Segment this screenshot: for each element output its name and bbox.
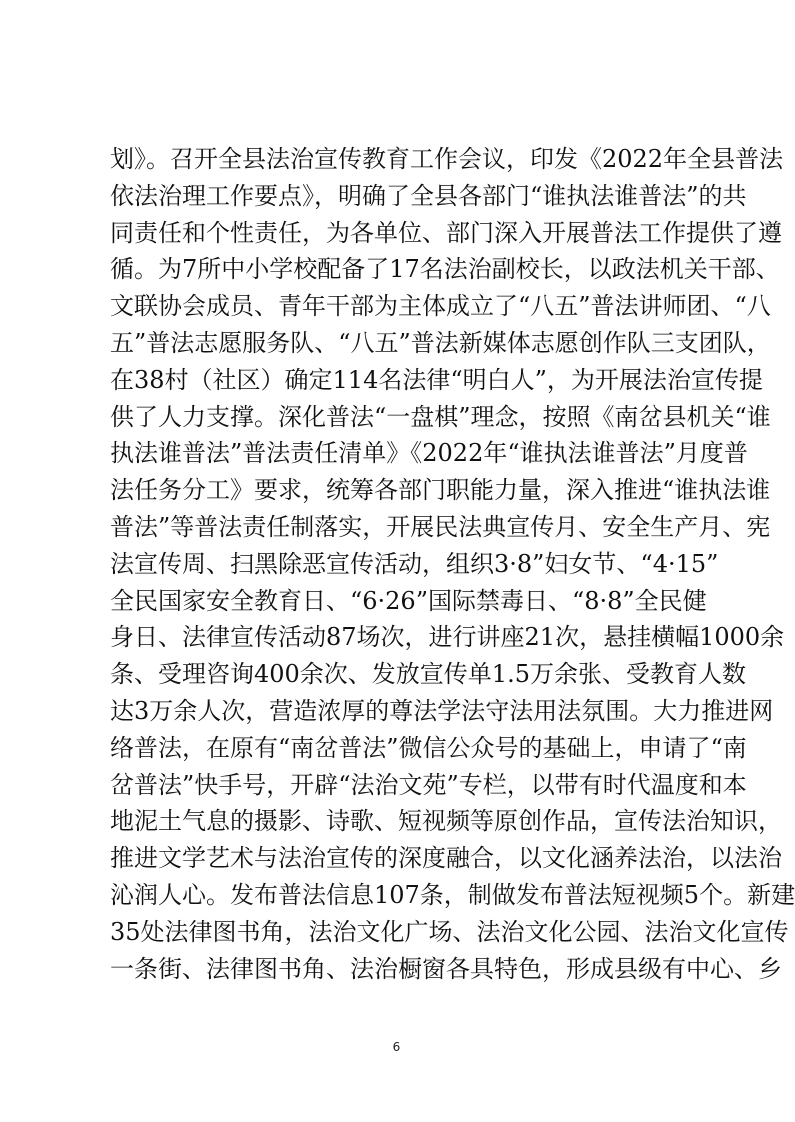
text-line-9: 执法谁普法”普法责任清单》《2022年“谁执法谁普法”月度普 <box>110 439 748 468</box>
text-line-14: 身日、法律宣传活动87场次，进行讲座21次，悬挂横幅1000余 <box>110 623 785 652</box>
text-line-10: 法任务分工》要求，统筹各部门职能力量，深入推进“谁执法谁 <box>110 476 771 505</box>
text-line-13: 全民国家安全教育日、“6·26”国际禁毒日、“8·8”全民健 <box>110 586 707 615</box>
text-line-20: 推进文学艺术与法治宣传的深度融合，以文化涵养法治，以法治 <box>110 844 782 873</box>
page-number: 6 <box>392 1040 401 1054</box>
text-line-2: 依法治理工作要点》，明确了全县各部门“谁执法谁普法”的共 <box>110 181 747 210</box>
text-line-23: 一条街、法律图书角、法治橱窗各具特色，形成县级有中心、乡 <box>110 954 782 983</box>
text-line-16: 达3万余人次，营造浓厚的尊法学法守法用法氛围。大力推进网 <box>110 696 774 725</box>
text-line-8: 供了人力支撑。深化普法“一盘棋”理念，按照《南岔县机关“谁 <box>110 402 771 431</box>
text-line-6: 五”普法志愿服务队、“八五”普法新媒体志愿创作队三支团队， <box>110 328 771 357</box>
text-line-7: 在38村（社区）确定114名法律“明白人”，为开展法治宣传提 <box>110 365 763 394</box>
text-line-18: 岔普法”快手号，开辟“法治文苑”专栏，以带有时代温度和本 <box>110 770 747 799</box>
text-line-21: 沁润人心。发布普法信息107条，制做发布普法短视频5个。新建 <box>110 880 795 909</box>
text-line-17: 络普法，在原有“南岔普法”微信公众号的基础上，申请了“南 <box>110 733 747 762</box>
text-line-12: 法宣传周、扫黑除恶宣传活动，组织3·8”妇女节、“4·15” <box>110 549 719 578</box>
text-line-4: 循。为7所中小学校配备了17名法治副校长，以政法机关干部、 <box>110 255 780 284</box>
text-line-22: 35处法律图书角，法治文化广场、法治文化公园、法治文化宣传 <box>110 917 789 946</box>
text-line-19: 地泥土气息的摄影、诗歌、短视频等原创作品，宣传法治知识， <box>110 807 782 836</box>
text-line-1: 划》。召开全县法治宣传教育工作会议，印发《2022年全县普法 <box>110 145 784 173</box>
text-line-5: 文联协会成员、青年干部为主体成立了“八五”普法讲师团、“八 <box>110 292 771 321</box>
text-line-15: 条、受理咨询400余次、发放宣传单1.5万余张、受教育人数 <box>110 660 746 689</box>
text-line-3: 同责任和个性责任，为各单位、部门深入开展普法工作提供了遵 <box>110 218 782 247</box>
text-line-11: 普法”等普法责任制落实，开展民法典宣传月、安全生产月、宪 <box>110 512 771 541</box>
body-paragraph <box>110 141 795 987</box>
